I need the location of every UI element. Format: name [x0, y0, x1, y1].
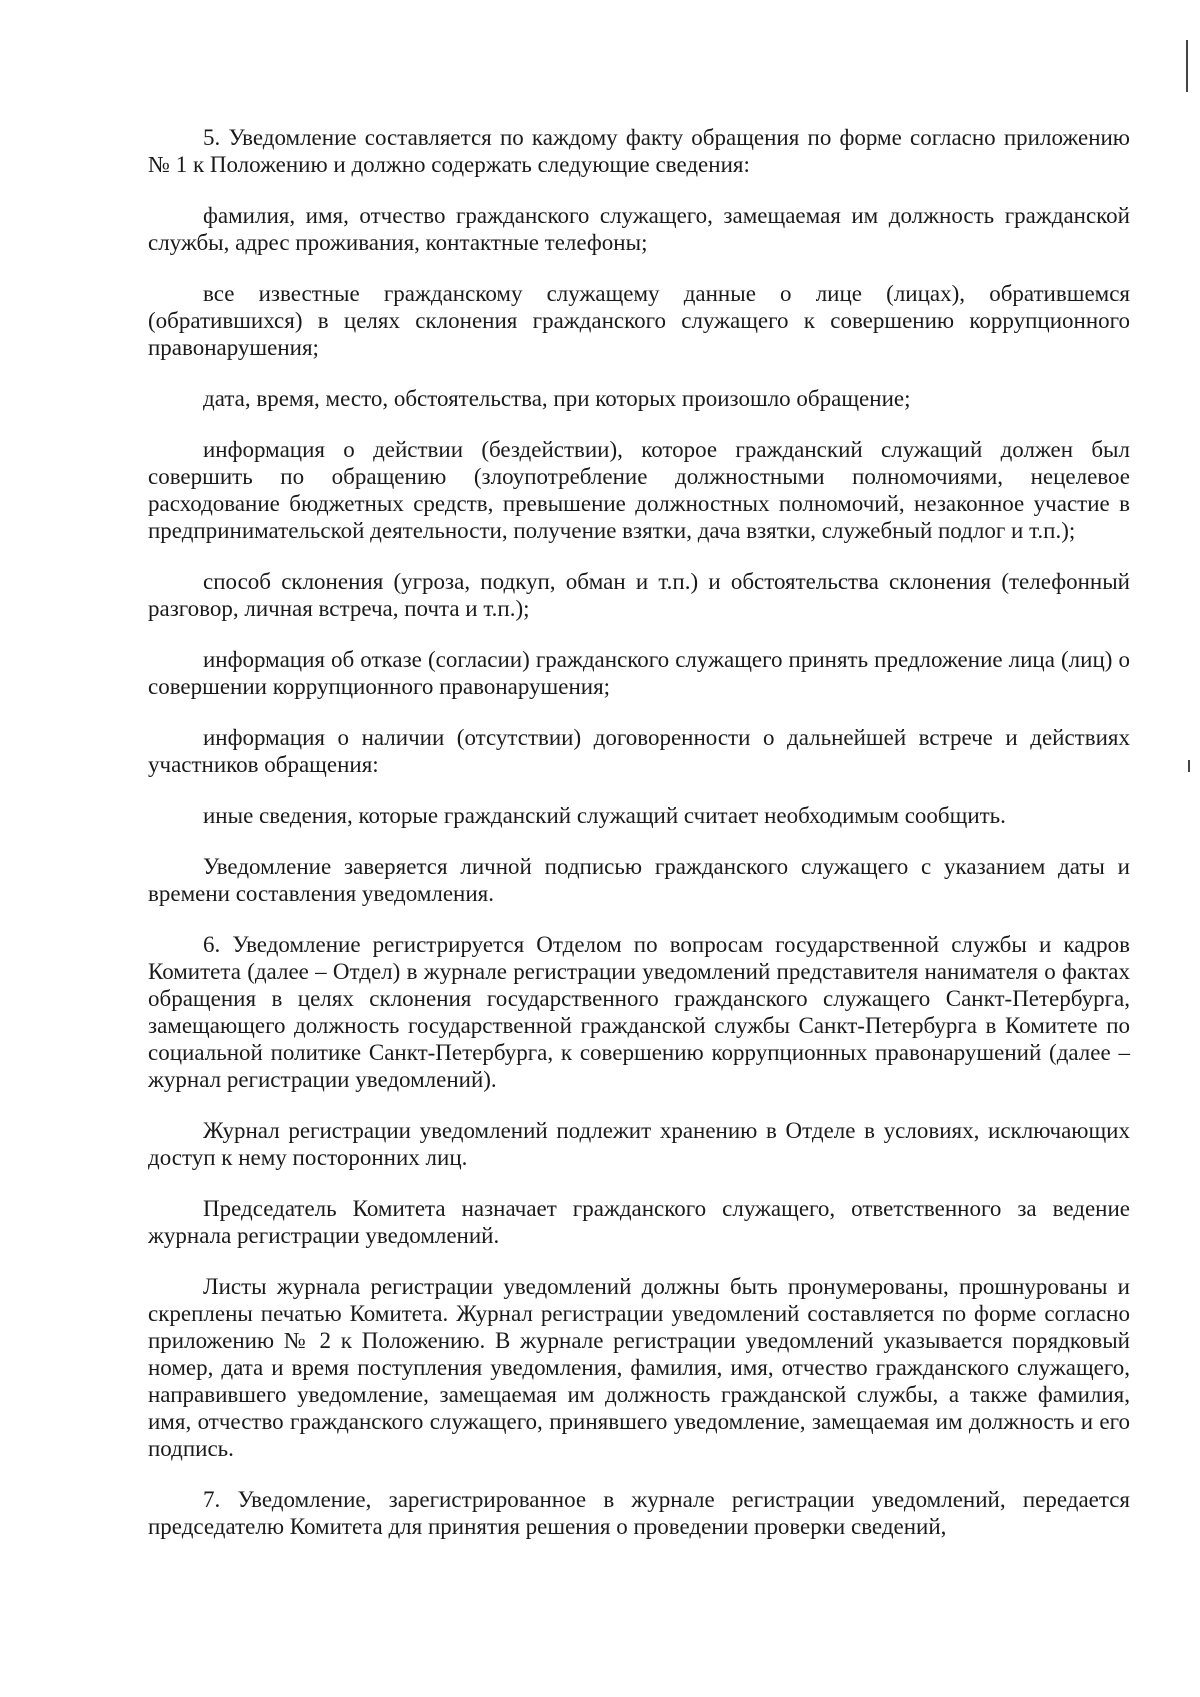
scan-edge-mark: [1186, 40, 1188, 92]
paragraph-item-5: 5. Уведомление составляется по каждому факту обращения по форме согласно приложению № 1 к Положению и должно содержать следующие сведения:: [148, 125, 1130, 177]
paragraph-method: способ склонения (угроза, подкуп, обман и т.п.) и обстоятельства склонения (телефонный разговор, личная встреча, почта и т.п.);: [148, 569, 1130, 621]
paragraph-other-info: иные сведения, которые гражданский служащий считает необходимым сообщить.: [203, 803, 1006, 828]
paragraph-journal-sheets: Листы журнала регистрации уведомлений должны быть пронумерованы, прошнурованы и скреплены печатью Комитета. Журнал регистрации уведомлений составляется по форме согласно приложению № 2 к Положению. В журнале регистрации уведомлений указывается порядковый номер, дата и время поступления уведомления, фамилия, имя, отчество гражданского служащего, направившего уведомление, замещаемая им должность гражданской службы, а также фамилия, имя, отчество гражданского служащего, принявшего уведомление, замещаемая им должность и его подпись.: [148, 1274, 1130, 1461]
document-body: [148, 124, 1130, 1564]
paragraph-signature: Уведомление заверяется личной подписью гражданского служащего с указанием даты и времени составления уведомления.: [148, 854, 1130, 906]
paragraph-journal-storage: Журнал регистрации уведомлений подлежит хранению в Отделе в условиях, исключающих доступ к нему посторонних лиц.: [148, 1118, 1130, 1170]
paragraph-chairman: Председатель Комитета назначает гражданского служащего, ответственного за ведение журнала регистрации уведомлений.: [148, 1196, 1130, 1248]
scan-edge-mark: [1188, 760, 1190, 772]
paragraph-agreement-info: информация о наличии (отсутствии) договоренности о дальнейшей встрече и действиях участников обращения:: [148, 725, 1130, 777]
paragraph-date-time: дата, время, место, обстоятельства, при которых произошло обращение;: [203, 386, 911, 411]
paragraph-action-info: информация о действии (бездействии), которое гражданский служащий должен был совершить по обращению (злоупотребление должностными полномочиями, нецелевое расходование бюджетных средств, превышение должностных полномочий, незаконное участие в предпринимательской деятельности, получение взятки, дача взятки, служебный подлог и т.п.);: [148, 437, 1130, 543]
paragraph-item-6: 6. Уведомление регистрируется Отделом по вопросам государственной службы и кадров Комитета (далее – Отдел) в журнале регистрации уведомлений представителя нанимателя о фактах обращения в целях склонения государственного гражданского служащего Санкт-Петербурга, замещающего должность государственной гражданской службы Санкт-Петербурга в Комитете по социальной политике Санкт-Петербурга, к совершению коррупционных правонарушений (далее – журнал регистрации уведомлений).: [148, 932, 1130, 1092]
paragraph-refusal-info: информация об отказе (согласии) гражданского служащего принять предложение лица (лиц) о совершении коррупционного правонарушения;: [148, 647, 1130, 699]
paragraph-item-7: 7. Уведомление, зарегистрированное в журнале регистрации уведомлений, передается председателю Комитета для принятия решения о проведении проверки сведений,: [148, 1487, 1130, 1539]
paragraph-full-name: фамилия, имя, отчество гражданского служащего, замещаемая им должность гражданской службы, адрес проживания, контактные телефоны;: [148, 203, 1130, 255]
paragraph-known-data: все известные гражданскому служащему данные о лице (лицах), обратившемся (обратившихся) в целях склонения гражданского служащего к совершению коррупционного правонарушения;: [148, 281, 1130, 360]
